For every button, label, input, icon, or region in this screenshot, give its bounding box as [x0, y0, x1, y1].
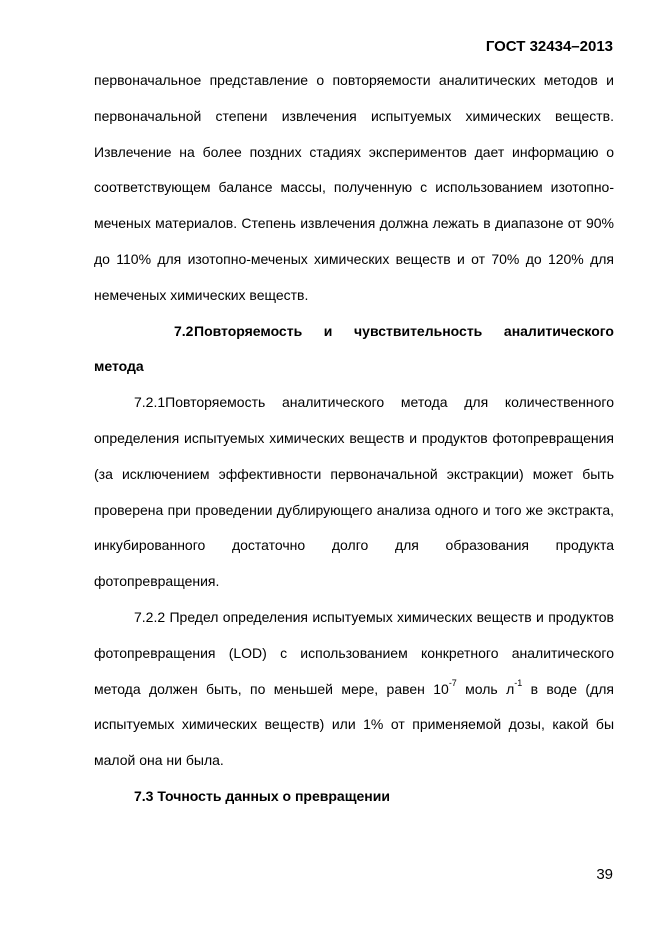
- section-number: 7.2: [174, 322, 194, 339]
- section-heading-7-3: 7.3 Точность данных о превращении: [134, 787, 390, 804]
- paragraph-7-2-2: [94, 600, 614, 779]
- paragraph-7-2-2-part2: моль л: [456, 680, 515, 697]
- page-number: 39: [596, 866, 613, 883]
- paragraph-7-2-2-part3: в воде (для испытуемых химических веществ) или 1% от применяемой дозы, какой бы малой она ни была.: [94, 680, 614, 769]
- paragraph-7-2-1: 7.2.1Повторяемость аналитического метода для количественного определения испытуемых химических веществ и продуктов фотопревращения (за исключением эффективности первоначальной экстракции) может быть проверена при проведении дублирующего анализа одного и того же экстракта, инкубированного достаточно долго для образования продукта фотопревращения.: [94, 394, 614, 590]
- section-heading-7-2: [94, 314, 614, 386]
- document-header: ГОСТ 32434–2013: [485, 38, 613, 55]
- section-title: Повторяемость и чувствительность аналитического метода: [94, 322, 614, 375]
- paragraph-intro: первоначальное представление о повторяемости аналитических методов и первоначальной степени извлечения испытуемых химических веществ. Извлечение на более поздних стадиях экспериментов дает информацию о соответствующем балансе массы, полученную с использованием изотопно-меченых материалов. Степень извлечения должна лежать в диапазоне от 90% до 110% для изотопно-меченых химических веществ и от 70% до 120% для немеченых химических веществ.: [94, 72, 614, 303]
- exponent-1: -7: [448, 677, 457, 688]
- exponent-2: -1: [514, 677, 523, 688]
- paragraph-7-2-2-part1: 7.2.2 Предел определения испытуемых химических веществ и продуктов фотопревращения (LOD) с использованием конкретного аналитического метода должен быть, по меньшей мере, равен 10: [94, 608, 614, 697]
- page-body: [94, 63, 614, 815]
